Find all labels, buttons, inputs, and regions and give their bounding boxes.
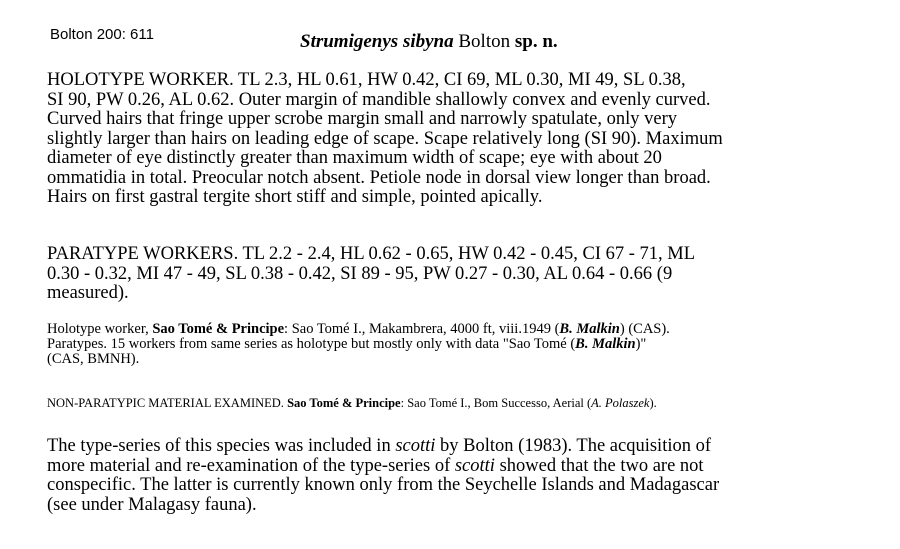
discussion-text: by Bolton (1983). The acquisition of	[435, 436, 712, 456]
holotype-description	[47, 71, 872, 208]
non-paratypic-end: ).	[649, 396, 657, 410]
holotype-details: : Sao Tomé I., Makambrera, 4000 ft, viii.1949 (	[284, 321, 560, 337]
paratype-line: 0.30 - 0.32, MI 47 - 49, SL 0.38 - 0.42, SI 89 - 95, PW 0.27 - 0.30, AL 0.64 - 0.66 (9	[47, 263, 673, 284]
holotype-depository: ) (CAS).	[619, 321, 670, 337]
species-title	[300, 31, 558, 53]
paratype-line: PARATYPE WORKERS. TL 2.2 - 2.4, HL 0.62 - 0.65, HW 0.42 - 0.45, CI 67 - 71, ML	[47, 244, 696, 264]
paratypes-details-end: )"	[635, 336, 647, 352]
paratype-description	[47, 245, 872, 304]
discussion	[47, 437, 872, 515]
non-paratypic-collector: A. Polaszek	[591, 396, 650, 410]
discussion-line: conspecific. The latter is currently known only from the Seychelle Islands and Madagascar	[47, 475, 720, 495]
type-material	[47, 322, 872, 367]
citation: Bolton 200: 611	[50, 26, 154, 43]
holotype-line: Hairs on first gastral tergite short stiff and simple, pointed apically.	[47, 187, 543, 207]
holotype-locality: Sao Tomé & Principe	[152, 321, 285, 337]
species-author: Bolton	[458, 31, 511, 52]
holotype-material-line	[47, 322, 872, 337]
species-status: sp. n.	[514, 31, 558, 52]
paratypes-depository: (CAS, BMNH).	[47, 351, 140, 367]
holotype-label: Holotype worker,	[47, 321, 153, 337]
holotype-line: Curved hairs that fringe upper scrobe margin small and narrowly spatulate, only very	[47, 109, 678, 129]
discussion-text: more material and re-examination of the type-series of	[47, 455, 455, 476]
paratypes-details: Paratypes. 15 workers from same series as holotype but mostly only with data "Sao Tomé (	[47, 336, 576, 352]
paratype-line: measured).	[47, 283, 129, 303]
species-reference: scotti	[395, 436, 436, 456]
holotype-line: HOLOTYPE WORKER. TL 2.3, HL 0.61, HW 0.42, CI 69, ML 0.30, MI 49, SL 0.38,	[47, 70, 686, 90]
non-paratypic-label: NON-PARATYPIC MATERIAL EXAMINED.	[47, 396, 288, 410]
holotype-line: ommatidia in total. Preocular notch absent. Petiole node in dorsal view longer than broad.	[47, 167, 711, 188]
holotype-line: SI 90, PW 0.26, AL 0.62. Outer margin of mandible shallowly convex and evenly curved.	[47, 89, 711, 110]
non-paratypic-material	[47, 396, 872, 411]
holotype-collector: B. Malkin	[559, 321, 620, 337]
species-reference: scotti	[454, 455, 495, 476]
species-name: Strumigenys sibyna	[300, 31, 454, 52]
non-paratypic-details: : Sao Tomé I., Bom Successo, Aerial (	[400, 396, 592, 410]
discussion-text: The type-series of this species was included in	[47, 436, 396, 456]
paratypes-material-line	[47, 337, 872, 352]
non-paratypic-line	[47, 396, 872, 411]
paratypes-collector: B. Malkin	[575, 336, 636, 352]
non-paratypic-locality: Sao Tomé & Principe	[287, 396, 401, 410]
discussion-line: (see under Malagasy fauna).	[47, 494, 257, 515]
discussion-line	[47, 437, 872, 457]
discussion-text: showed that the two are not	[494, 455, 704, 476]
holotype-line: diameter of eye distinctly greater than maximum width of scape; eye with about 20	[47, 148, 662, 168]
holotype-line: slightly larger than hairs on leading edge of scape. Scape relatively long (SI 90). Maximum	[47, 128, 723, 149]
discussion-line	[47, 457, 872, 477]
